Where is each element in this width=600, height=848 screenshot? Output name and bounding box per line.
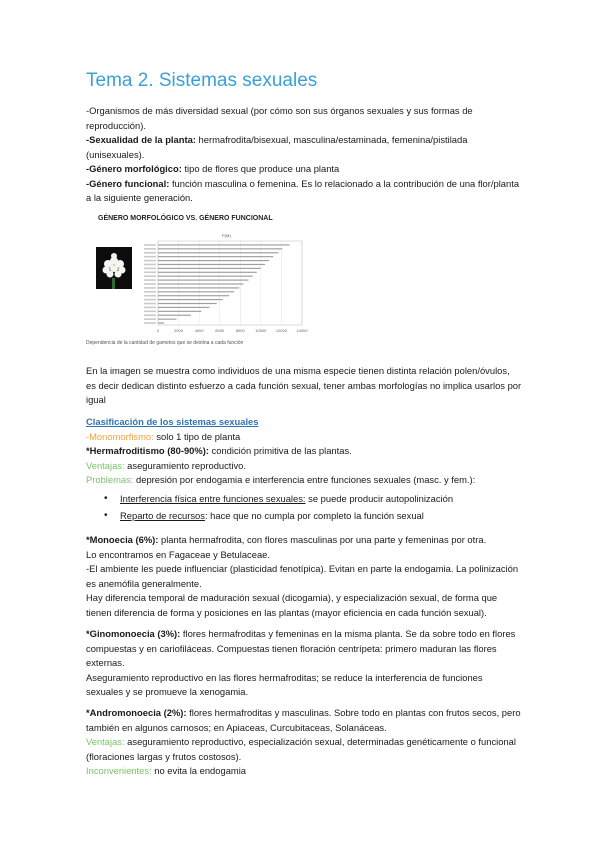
x-tick-label: 8000 — [235, 328, 245, 333]
andromonoecia-line-1: *Andromonoecia (2%): flores hermafroditas y masculinas. Sobre todo en plantas con frutos secos, pero también en algunos carnosos; en Apiaceas, Curcubitaceas, Solanáceas. — [86, 707, 521, 733]
bar — [158, 311, 201, 312]
x-tick-label: 2000 — [174, 328, 184, 333]
bar — [158, 268, 261, 269]
y-tick-label — [144, 279, 156, 281]
x-tick-label: 12000 — [275, 328, 287, 333]
monoecia-line-1: *Monoecia (6%): planta hermafrodita, con flores masculinas por una parte y femeninas por otra. — [86, 534, 487, 545]
x-tick-label: 4000 — [194, 328, 204, 333]
bar — [158, 252, 278, 253]
bar — [158, 319, 177, 320]
monoecia-line-4: Hay diferencia temporal de maduración sexual (dicogamia), y especialización sexual, de forma que tienen diferencia de forma y posiciones en las plantas (mayor eficiencia en cada función sexual). — [86, 592, 498, 618]
bar — [158, 280, 249, 281]
y-tick-label — [144, 244, 156, 246]
x-tick-label: 0 — [156, 328, 160, 333]
y-tick-label — [144, 307, 156, 309]
intro-paragraph-3: -Género morfológico: tipo de flores que produce una planta — [86, 163, 340, 174]
bar — [158, 244, 290, 245]
y-tick-label — [144, 268, 156, 270]
y-tick-label — [144, 256, 156, 258]
bar — [158, 260, 269, 261]
y-tick-label — [144, 252, 156, 254]
y-tick-label — [144, 260, 156, 262]
problems-list — [86, 492, 522, 524]
y-tick-label — [144, 295, 156, 297]
bar — [158, 264, 265, 265]
y-tick-label — [144, 299, 156, 301]
intro-paragraph-2: -Sexualidad de la planta: hermafrodita/bisexual, masculina/estaminada, femenina/pistilada (unisexuales). — [86, 134, 468, 160]
y-tick-label — [144, 287, 156, 289]
y-tick-label — [144, 318, 156, 320]
figure-title: GÉNERO MORFOLÓGICO VS. GÉNERO FUNCIONAL — [98, 215, 273, 222]
bar-chart — [86, 209, 314, 339]
bar — [158, 283, 243, 284]
plot-title: P(M) — [222, 233, 231, 238]
x-tick-label: 10000 — [255, 328, 267, 333]
y-tick-label — [144, 311, 156, 313]
classification-heading: Clasificación de los sistemas sexuales — [86, 416, 259, 427]
y-tick-label — [144, 322, 156, 324]
y-tick-label — [144, 314, 156, 316]
list-item: • Interferencia física entre funciones sexuales: se puede producir autopolinización — [86, 492, 522, 507]
ginomonoecia-line-1: *Ginomonoecia (3%): flores hermafroditas y femeninas en la misma planta. Se da sobre todo en flores compuestas y en cariofiláceas. Compuestas tienen floración centrípeta: primero maduran las flores externas. — [86, 628, 516, 668]
ginomonoecia-section — [86, 627, 522, 700]
y-tick-label — [144, 264, 156, 266]
bar — [158, 295, 229, 296]
y-tick-label — [144, 283, 156, 285]
hermafroditismo-line: *Hermafroditismo (80-90%): condición primitiva de las plantas. — [86, 445, 352, 456]
y-tick-label — [144, 248, 156, 250]
bar — [158, 272, 257, 273]
andromonoecia-section — [86, 706, 522, 779]
x-tick-label: 6000 — [215, 328, 225, 333]
bar — [158, 299, 223, 300]
monoecia-line-3: -El ambiente les puede influenciar (plasticidad fenotípica). Evitan en parte la endogamia. La polinización es anemófila generalmente. — [86, 563, 519, 589]
bar — [158, 256, 273, 257]
intro-paragraph-4: -Género funcional: función masculina o femenina. Es lo relacionado a la contribución de una flor/planta a la siguiente generación. — [86, 177, 520, 203]
bar — [158, 322, 164, 323]
y-tick-label — [144, 272, 156, 274]
list-item: • Reparto de recursos: hace que no cumpla por completo la función sexual — [86, 509, 522, 524]
andromonoecia-ventajas: Ventajas: aseguramiento reproductivo, especialización sexual, determinadas genéticamente o funcional (floraciones largas y frutos costosos). — [86, 736, 516, 762]
andromonoecia-inconvenientes: Inconvenientes: no evita la endogamia — [86, 765, 247, 776]
classification-section — [86, 415, 522, 524]
bar — [158, 303, 217, 304]
image-paragraph: En la imagen se muestra como individuos de una misma especie tienen distinta relación polen/óvulos, es decir dedican distinto esfuerzo a cada función sexual, tener ambas morfologías no implica usarlos por igual — [86, 365, 522, 405]
y-tick-label — [144, 291, 156, 293]
bar — [158, 276, 253, 277]
ginomonoecia-line-2: Aseguramiento reproductivo en las flores hermafroditas; se reduce la interferencia de funciones sexuales y se promueve la xenogamia. — [86, 671, 483, 697]
figure-gender-chart — [86, 209, 314, 349]
intro-paragraph-1: -Organismos de más diversidad sexual (por cómo son sus órganos sexuales y sus formas de reproducción). — [86, 105, 473, 131]
bar — [158, 291, 234, 292]
monomorfismo-line: -Monomorfismo: solo 1 tipo de planta — [86, 430, 241, 442]
plot-frame — [158, 241, 302, 325]
intro-section — [86, 104, 522, 206]
bar — [158, 315, 191, 316]
page-title: Tema 2. Sistemas sexuales — [86, 70, 318, 91]
problemas-line: Problemas: depresión por endogamia e interferencia entre funciones sexuales (masc. y fem.): — [86, 474, 476, 485]
bar — [158, 248, 282, 249]
monoecia-section — [86, 533, 522, 620]
ventajas-line: Ventajas: aseguramiento reproductivo. — [86, 459, 246, 471]
monoecia-line-2: Lo encontramos en Fagaceae y Betulaceae. — [86, 548, 270, 560]
figure-caption: Dependencia de la cantidad de gametos que se destina a cada función — [86, 340, 244, 346]
y-tick-label — [144, 275, 156, 277]
bar — [158, 307, 209, 308]
x-tick-label: 14000 — [296, 328, 308, 333]
y-tick-label — [144, 303, 156, 305]
bar — [158, 287, 239, 288]
